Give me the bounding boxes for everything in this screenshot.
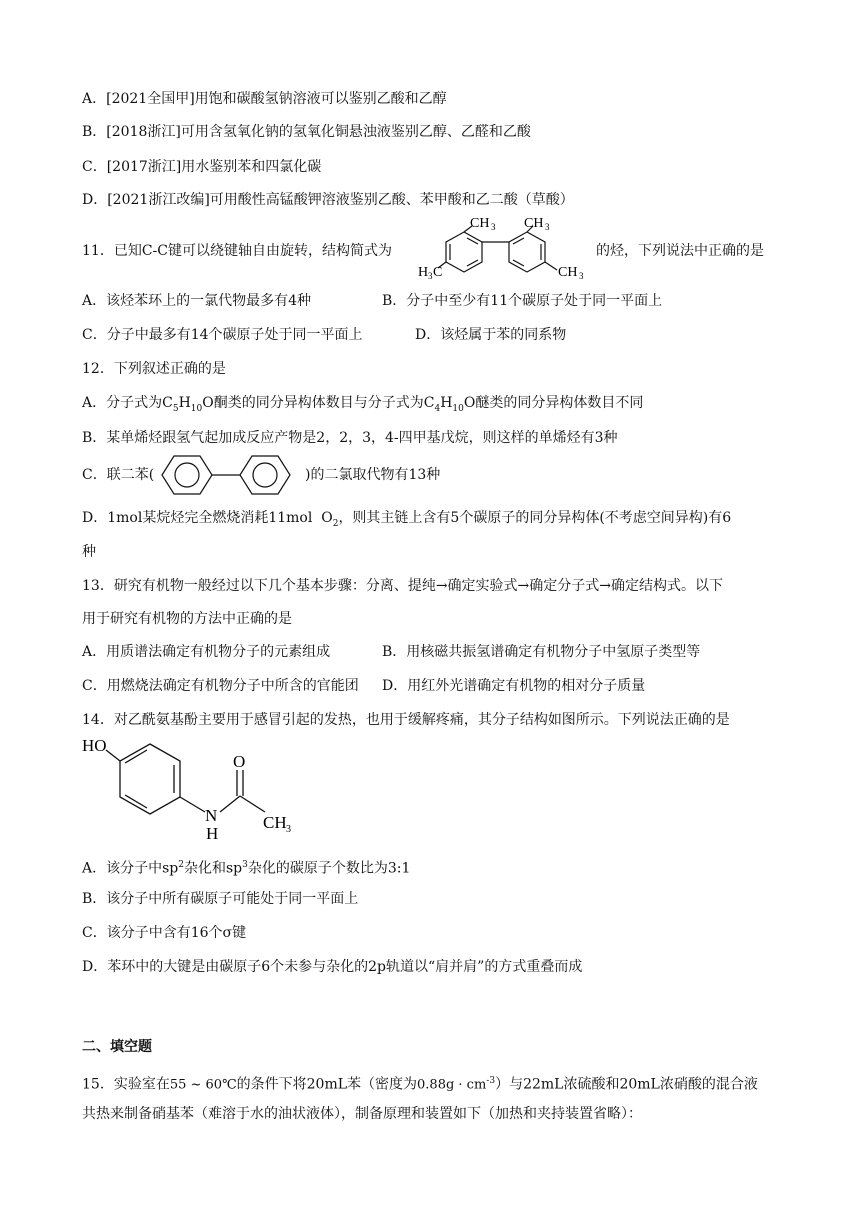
q11-ch3-sub-c: 3 <box>579 271 584 281</box>
section-heading: 二、填空题 <box>82 1039 152 1055</box>
q10-option-c: C．[2017浙江]用水鉴别苯和四氯化碳 <box>82 159 322 175</box>
q11-option-b: B．分子中至少有11个碳原子处于同一平面上 <box>382 293 663 309</box>
q14-option-b: B．该分子中所有碳原子可能处于同一平面上 <box>82 891 359 907</box>
q11-ch3-label-b: CH <box>524 216 544 231</box>
q10-option-a: A．[2021全国甲]用饱和碳酸氢钠溶液可以鉴别乙酸和乙醇 <box>82 91 447 107</box>
q11-stem: 11．已知C-C键可以绕键轴自由旋转，结构简式为 <box>82 243 392 259</box>
q11-structure-image <box>412 212 598 286</box>
q10-option-d: D．[2021浙江改编]可用酸性高锰酸钾溶液鉴别乙酸、苯甲酸和乙二酸（草酸） <box>82 192 574 208</box>
q12-stem: 12．下列叙述正确的是 <box>82 361 226 377</box>
q13-stem-line2: 用于研究有机物的方法中正确的是 <box>82 611 292 627</box>
q10-option-b: B．[2018浙江]可用含氢氧化钠的氢氧化铜悬浊液鉴别乙醇、乙醛和乙酸 <box>82 124 531 140</box>
q12-option-b: B．某单烯烃跟氢气起加成反应产物是2，2，3，4-四甲基戊烷，则这样的单烯烃有3种 <box>82 430 618 446</box>
q12-option-c-post: )的二氯取代物有13种 <box>305 467 441 483</box>
q11-option-c: C．分子中最多有14个碳原子处于同一平面上 <box>82 327 363 343</box>
q11-ch3-label-c: CH <box>558 265 578 280</box>
q14-option-a: A．该分子中$sp^2$杂化和$sp^3$杂化的碳原子个数比为3:1 <box>82 860 411 877</box>
q14-stem: 14．对乙酰氨基酚主要用于感冒引起的发热，也用于缓解疼痛，其分子结构如图所示。下列说法正确的是 <box>82 712 730 728</box>
q14-option-d: D．苯环中的大键是由碳原子6个未参与杂化的2p轨道以“肩并肩”的方式重叠而成 <box>82 959 583 975</box>
carbonyl-oxygen-label: O <box>233 752 246 771</box>
q13-option-d: D．用红外光谱确定有机物的相对分子质量 <box>382 678 646 694</box>
q15-line1: 15．实验室在55 ~ 60℃的条件下将20mL苯（密度为$0.88g \cdot cm^{-3}$）与22mL浓硫酸和20mL浓硝酸的混合液 <box>82 1076 758 1093</box>
q13-option-c: C．用燃烧法确定有机物分子中所含的官能团 <box>82 678 359 694</box>
methyl-label: CH <box>263 813 287 832</box>
q12-option-a: A．分子式为$C_5H_{10}O$酮类的同分异构体数目与分子式为$C_4H_{10}O$醚类的同分异构体数目不同 <box>82 395 644 414</box>
q13-option-b: B．用核磁共振氢谱确定有机物分子中氢原子类型等 <box>382 644 701 660</box>
q11-ch3-sub-a: 3 <box>491 222 496 232</box>
q15-line2: 共热来制备硝基苯（难溶于水的油状液体），制备原理和装置如下（加热和夹持装置省略）： <box>82 1106 642 1122</box>
q11-h3c-label-c: C <box>433 265 443 280</box>
q13-stem-line1: 13．研究有机物一般经过以下几个基本步骤：分离、提纯→确定实验式→确定分子式→确定结构式。以下 <box>82 578 724 594</box>
acetaminophen-structure-image <box>80 734 300 844</box>
q11-ch3-label-a: CH <box>470 216 490 231</box>
q11-h3c-sub: 3 <box>428 271 433 281</box>
amide-hydrogen-label: H <box>206 824 219 843</box>
methyl-sub: 3 <box>286 824 291 835</box>
q11-ch3-sub-b: 3 <box>545 222 550 232</box>
nitrogen-label: N <box>205 806 218 825</box>
q11-option-a: A．该烃苯环上的一氯代物最多有4种 <box>82 293 312 309</box>
q11-stem-end: 的烃，下列说法中正确的是 <box>596 243 764 259</box>
q12-option-d-cont: 种 <box>82 544 96 560</box>
q13-option-a: A．用质谱法确定有机物分子的元素组成 <box>82 644 331 660</box>
hydroxyl-label: HO <box>82 736 107 755</box>
q12-option-c-pre: C．联二苯( <box>82 467 155 483</box>
q11-h3c-label-h: H <box>418 265 429 280</box>
biphenyl-structure-image <box>154 452 304 498</box>
q12-option-d: D．1mol某烷烃完全燃烧消耗11mol $O_2$，则其主链上含有5个碳原子的同分异构体(不考虑空间异构)有6 <box>82 510 732 529</box>
q14-option-c: C．该分子中含有16个σ键 <box>82 925 247 941</box>
q11-option-d: D．该烃属于苯的同系物 <box>415 327 567 343</box>
